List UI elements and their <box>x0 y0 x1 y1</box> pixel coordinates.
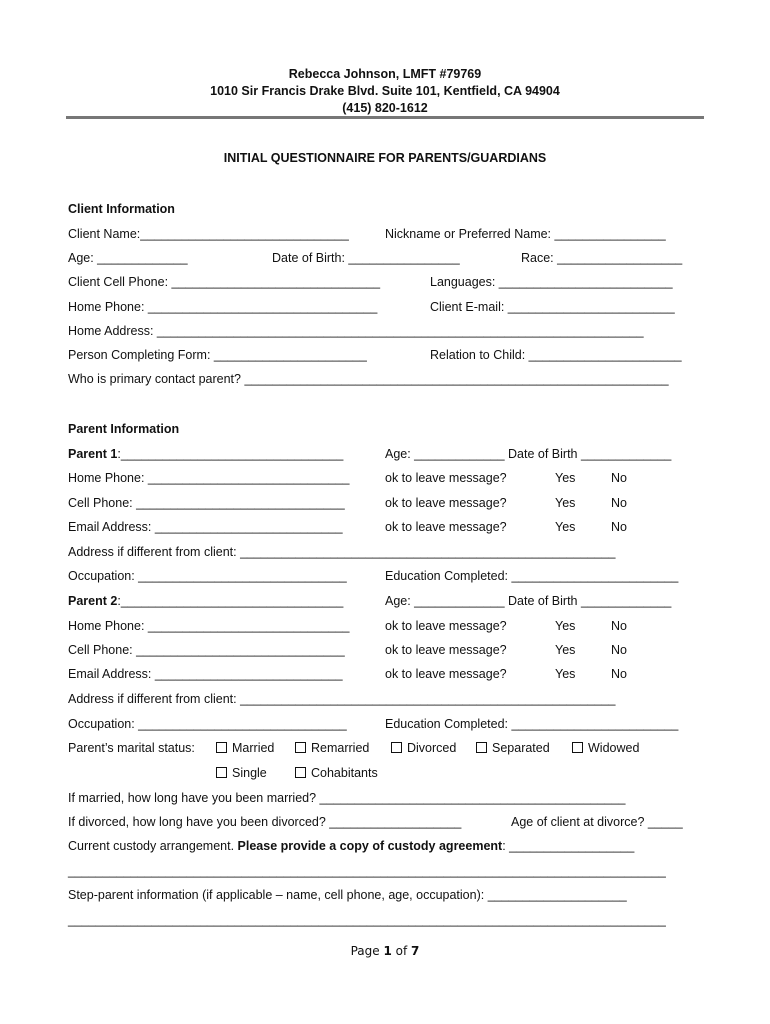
client-email-field[interactable]: Client E-mail: ________________________ <box>430 300 675 314</box>
checkbox-icon[interactable] <box>476 742 487 753</box>
person-completing-field[interactable]: Person Completing Form: ______________________ <box>68 348 367 362</box>
parent1-home-no[interactable]: No <box>611 471 627 485</box>
client-race-field[interactable]: Race: __________________ <box>521 251 683 265</box>
client-section-heading: Client Information <box>68 202 175 216</box>
checkbox-icon[interactable] <box>295 767 306 778</box>
header-divider <box>66 116 704 119</box>
parent1-home-phone-field[interactable]: Home Phone: _____________________________ <box>68 471 350 485</box>
practice-phone: (415) 820-1612 <box>342 101 428 115</box>
parent-section-heading: Parent Information <box>68 422 180 436</box>
nickname-field[interactable]: Nickname or Preferred Name: ________________ <box>385 227 666 241</box>
marital-divorced-option[interactable]: Divorced <box>391 740 456 756</box>
parent1-cell-yes[interactable]: Yes <box>555 496 576 510</box>
parent1-address-field[interactable]: Address if different from client: ______________________________________________________ <box>68 545 616 559</box>
marital-remarried-option[interactable]: Remarried <box>295 740 369 756</box>
marital-married-option[interactable]: Married <box>216 740 274 756</box>
parent1-education-field[interactable]: Education Completed: ________________________ <box>385 569 679 583</box>
client-cell-field[interactable]: Client Cell Phone: ______________________________ <box>68 275 381 289</box>
parent2-label: Parent 2 <box>68 594 118 608</box>
married-duration-field[interactable]: If married, how long have you been married? ____________________________________________ <box>68 791 626 805</box>
practitioner-name: Rebecca Johnson, LMFT #79769 <box>288 67 482 81</box>
parent1-cell-no[interactable]: No <box>611 496 627 510</box>
marital-status-label: Parent’s marital status: <box>68 741 195 755</box>
form-title: INITIAL QUESTIONNAIRE FOR PARENTS/GUARDIANS <box>223 151 547 165</box>
step-parent-blank-line[interactable]: ______________________________________________________________________________________ <box>68 913 666 927</box>
marital-separated-option[interactable]: Separated <box>476 740 550 756</box>
parent2-age-dob-field[interactable]: Age: _____________ Date of Birth _____________ <box>385 594 672 608</box>
parent1-name-field[interactable] <box>68 446 343 462</box>
parent1-name-line: :________________________________ <box>117 447 344 461</box>
parent1-occupation-field[interactable]: Occupation: ______________________________ <box>68 569 347 583</box>
client-age-field[interactable]: Age: _____________ <box>68 251 188 265</box>
parent2-cell-yes[interactable]: Yes <box>555 643 576 657</box>
parent2-email-no[interactable]: No <box>611 667 627 681</box>
parent1-email-yes[interactable]: Yes <box>555 520 576 534</box>
home-address-field[interactable]: Home Address: ______________________________________________________________________ <box>68 324 644 338</box>
parent2-email-yes[interactable]: Yes <box>555 667 576 681</box>
parent1-email-field[interactable]: Email Address: ___________________________ <box>68 520 343 534</box>
parent1-home-yes[interactable]: Yes <box>555 471 576 485</box>
marital-widowed-option[interactable]: Widowed <box>572 740 639 756</box>
parent2-address-field[interactable]: Address if different from client: ______________________________________________________ <box>68 692 616 706</box>
client-dob-field[interactable]: Date of Birth: ________________ <box>272 251 460 265</box>
parent2-home-yes[interactable]: Yes <box>555 619 576 633</box>
custody-blank-line[interactable]: ______________________________________________________________________________________ <box>68 864 666 878</box>
parent1-cell-field[interactable]: Cell Phone: ______________________________ <box>68 496 345 510</box>
age-at-divorce-field[interactable]: Age of client at divorce? _____ <box>511 815 683 829</box>
parent1-cell-ok-message: ok to leave message? <box>385 496 507 510</box>
marital-single-option[interactable]: Single <box>216 765 267 781</box>
page-number: Page 1 of 7 <box>350 944 420 958</box>
checkbox-icon[interactable] <box>216 742 227 753</box>
parent1-age-dob-field[interactable]: Age: _____________ Date of Birth _____________ <box>385 447 672 461</box>
parent2-cell-field[interactable]: Cell Phone: ______________________________ <box>68 643 345 657</box>
parent2-cell-no[interactable]: No <box>611 643 627 657</box>
parent2-home-no[interactable]: No <box>611 619 627 633</box>
custody-arrangement-field[interactable]: Current custody arrangement. Please provide a copy of custody agreement: __________________ <box>68 839 635 853</box>
client-name-field[interactable]: Client Name:______________________________ <box>68 227 349 241</box>
checkbox-icon[interactable] <box>216 767 227 778</box>
step-parent-field[interactable]: Step-parent information (if applicable – name, cell phone, age, occupation): ____________________ <box>68 888 627 902</box>
parent1-label: Parent 1 <box>68 447 118 461</box>
parent1-email-no[interactable]: No <box>611 520 627 534</box>
parent2-home-ok-message: ok to leave message? <box>385 619 507 633</box>
parent2-occupation-field[interactable]: Occupation: ______________________________ <box>68 717 347 731</box>
parent2-email-field[interactable]: Email Address: ___________________________ <box>68 667 343 681</box>
parent2-education-field[interactable]: Education Completed: ________________________ <box>385 717 679 731</box>
parent2-cell-ok-message: ok to leave message? <box>385 643 507 657</box>
client-home-phone-field[interactable]: Home Phone: _________________________________ <box>68 300 378 314</box>
parent2-home-phone-field[interactable]: Home Phone: _____________________________ <box>68 619 350 633</box>
parent1-email-ok-message: ok to leave message? <box>385 520 507 534</box>
checkbox-icon[interactable] <box>295 742 306 753</box>
parent2-name-field[interactable] <box>68 593 343 609</box>
parent2-name-line: :________________________________ <box>117 594 344 608</box>
practice-address: 1010 Sir Francis Drake Blvd. Suite 101, Kentfield, CA 94904 <box>210 84 560 98</box>
marital-cohabitants-option[interactable]: Cohabitants <box>295 765 378 781</box>
parent1-home-ok-message: ok to leave message? <box>385 471 507 485</box>
checkbox-icon[interactable] <box>391 742 402 753</box>
divorced-duration-field[interactable]: If divorced, how long have you been divorced? ___________________ <box>68 815 462 829</box>
relation-field[interactable]: Relation to Child: ______________________ <box>430 348 682 362</box>
parent2-email-ok-message: ok to leave message? <box>385 667 507 681</box>
primary-contact-field[interactable]: Who is primary contact parent? _____________________________________________________________ <box>68 372 669 386</box>
checkbox-icon[interactable] <box>572 742 583 753</box>
custody-copy-request: Please provide a copy of custody agreement <box>237 839 503 853</box>
languages-field[interactable]: Languages: _________________________ <box>430 275 673 289</box>
